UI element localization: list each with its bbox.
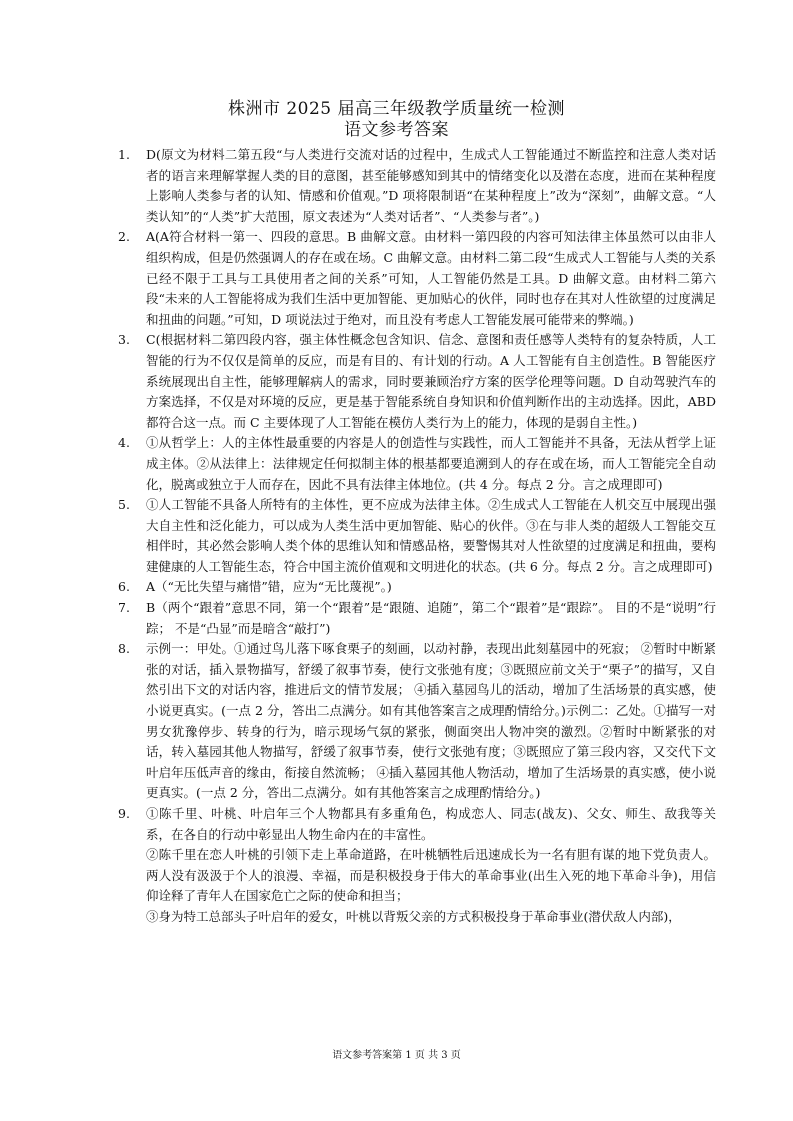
page-footer: 语文参考答案第 1 页 共 3 页 (332, 1050, 461, 1061)
answer-number: 3. (118, 332, 130, 348)
answer-item (118, 227, 716, 330)
document-subtitle: 语文参考答案 (344, 120, 449, 140)
answer-item (118, 433, 716, 495)
answer-text: 示例一：甲处。①通过鸟儿落下啄食栗子的刻画，以动衬静，表现出此刻墓园中的死寂； ②暂时中断紧张的对话，插入景物描写，舒缓了叙事节奏，使行文张弛有度；③既照应前文关于“栗子”的描写，又自然引出下文的对话内容，推进后文的情节发展； ④插入墓园鸟儿的活动，增加了生活场景的真实感，使小说更真实。(一点 2 分，答出二点满分。如有其他答案言之成理酌情给分。)示例二：乙处。①描写一对男女犹豫停步、转身的行为，暗示现场气氛的紧张，侧面突出人物冲突的激烈。②暂时中断紧张的对话，转入墓园其他人物描写，舒缓了叙事节奏，使行文张弛有度；③既照应了第三段内容，又交代下文叶启年压低声音的缘由，衔接自然流畅； ④插入墓园其他人物活动，增加了生活场景的真实感，使小说更真实。(一点 2 分，答出二点满分。如有其他答案言之成理酌情给分。) (146, 641, 716, 801)
answer-text: C(根据材料二第四段内容，强主体性概念包含知识、信念、意图和责任感等人类特有的复杂特质，人工智能的行为不仅仅是简单的反应，而是有目的、有计划的行动。A 人工智能有自主创造性。B 智能医疗系统展现出自主性，能够理解病人的需求，同时要兼顾治疗方案的医学伦理等问题。D 自动驾驶汽车的方案选择，不仅是对环境的反应，更是基于智能系统自身知识和价值判断作出的主动选择。因此，ABD 都符合这一点。而 C 主要体现了人工智能在模仿人类行为上的能力，体现的是弱自主性。) (146, 332, 716, 430)
answer-text: A（“无比失望与痛惜”错，应为“无比蔑视”。) (146, 579, 392, 595)
answer-text: ③身为特工总部头子叶启年的爱女，叶桃以背叛父亲的方式积极投身于革命事业(潜伏敌人内部)， (146, 908, 681, 924)
answer-number: 7. (118, 600, 130, 616)
answer-item (118, 577, 716, 598)
answer-text: ①陈千里、叶桃、叶启年三个人物都具有多重角色，构成恋人、同志(战友)、父女、师生、敌我等关系，在各自的行动中彰显出人物生命内在的丰富性。 (146, 806, 716, 842)
document-title: 株洲市 2025 届高三年级教学质量统一检测 (227, 99, 566, 119)
answer-number: 1. (118, 147, 130, 162)
answer-list (118, 145, 716, 928)
answer-text: D(原文为材料二第五段“与人类进行交流对话的过程中，生成式人工智能通过不断监控和注意人类对话者的语言来理解掌握人类的目的意图，甚至能够感知到其中的情绪变化以及潜在态度，进而在某种程度上影响人类参与者的认知、情感和价值观。”D 项将限制语“在某种程度上”改为“深刻”，曲解文意。“人类认知”的“人类”扩大范围，原文表述为“人类对话者”、“人类参与者”。) (146, 147, 716, 224)
answer-item (118, 495, 716, 577)
answer-text: ①人工智能不具备人所特有的主体性，更不应成为法律主体。②生成式人工智能在人机交互中展现出强大自主性和泛化能力，可以成为人类生活中更加智能、贴心的伙伴。③在与非人类的超级人工智能交互相伴时，其必然会影响人类个体的思维认知和情感品格，要警惕其对人性欲望的过度满足和扭曲，要构建健康的人工智能生态，符合中国主流价值观和文明进化的状态。(共 6 分。每点 2 分。言之成理即可) (146, 497, 716, 574)
answer-number: 9. (118, 806, 130, 821)
answer-text: ①从哲学上：人的主体性最重要的内容是人的创造性与实践性，而人工智能并不具备，无法从哲学上证成主体。②从法律上：法律规定任何拟制主体的根基都要追溯到人的存在或在场，而人工智能完全自动化，脱离或独立于人而存在，因此不具有法律主体地位。(共 4 分。每点 2 分。言之成理即可) (146, 435, 716, 492)
answer-number: 4. (118, 435, 130, 451)
answer-item (118, 330, 716, 433)
answer-text: ②陈千里在恋人叶桃的引领下走上革命道路，在叶桃牺牲后迅速成长为一名有胆有谋的地下党负责人。两人没有汲汲于个人的浪漫、幸福，而是积极投身于伟大的革命事业(出生入死的地下革命斗争)，用信仰诠释了青年人在国家危亡之际的使命和担当； (146, 847, 716, 904)
answer-item (118, 804, 716, 928)
answer-number: 5. (118, 497, 130, 513)
answer-text: B（两个“跟着”意思不同，第一个“跟着”是“跟随、追随”，第二个“跟着”是“跟踪”。 目的不是“说明”行踪； 不是“凸显”而是暗含“敲打”) (146, 600, 716, 636)
answer-item (118, 639, 716, 804)
answer-item (118, 145, 716, 227)
answer-number: 2. (118, 229, 130, 245)
answer-number: 6. (118, 579, 130, 595)
answer-text: A(A符合材料一第一、四段的意思。B 曲解文意。由材料一第四段的内容可知法律主体虽然可以由非人组织构成，但是仍然强调人的存在或在场。C 曲解文意。由材料二第二段“生成式人工智能与人类的关系已经不限于工具与工具使用者之间的关系”可知，人工智能仍然是工具。D 曲解文意。由材料二第六段“未来的人工智能将成为我们生活中更加智能、更加贴心的伙伴，同时也存在其对人性欲望的过度满足和扭曲的问题。”可知，D 项说法过于绝对，而且没有考虑人工智能发展可能带来的弊端。) (146, 229, 716, 327)
answer-number: 8. (118, 641, 130, 657)
answer-item (118, 598, 716, 639)
